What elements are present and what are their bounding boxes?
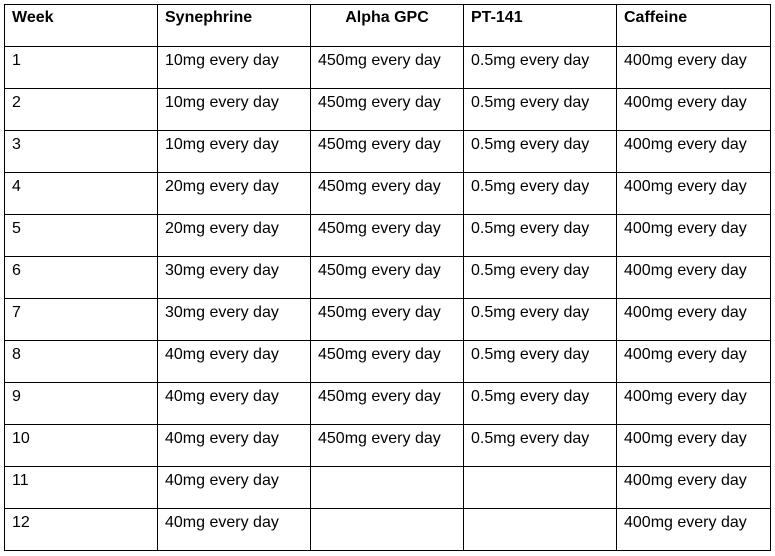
cell-week: 12 xyxy=(5,509,158,551)
table-row xyxy=(5,299,771,341)
cell-synephrine: 30mg every day xyxy=(158,257,311,299)
cell-synephrine: 40mg every day xyxy=(158,383,311,425)
cell-caffeine: 400mg every day xyxy=(617,425,771,467)
cell-alpha-gpc xyxy=(311,467,464,509)
table-row xyxy=(5,215,771,257)
cell-week: 3 xyxy=(5,131,158,173)
table-row xyxy=(5,341,771,383)
cell-alpha-gpc: 450mg every day xyxy=(311,299,464,341)
cell-pt-141: 0.5mg every day xyxy=(464,383,617,425)
cell-week: 9 xyxy=(5,383,158,425)
cell-alpha-gpc xyxy=(311,509,464,551)
header-pt-141: PT-141 xyxy=(464,5,617,47)
table-row xyxy=(5,383,771,425)
cell-alpha-gpc: 450mg every day xyxy=(311,131,464,173)
cell-week: 2 xyxy=(5,89,158,131)
table-body xyxy=(5,47,771,551)
cell-caffeine: 400mg every day xyxy=(617,131,771,173)
cell-caffeine: 400mg every day xyxy=(617,383,771,425)
cell-pt-141: 0.5mg every day xyxy=(464,257,617,299)
cell-alpha-gpc: 450mg every day xyxy=(311,383,464,425)
cell-week: 5 xyxy=(5,215,158,257)
cell-pt-141: 0.5mg every day xyxy=(464,173,617,215)
cell-synephrine: 40mg every day xyxy=(158,509,311,551)
cell-synephrine: 40mg every day xyxy=(158,425,311,467)
table-row xyxy=(5,131,771,173)
cell-pt-141 xyxy=(464,509,617,551)
cell-pt-141: 0.5mg every day xyxy=(464,341,617,383)
cell-week: 10 xyxy=(5,425,158,467)
header-week: Week xyxy=(5,5,158,47)
cell-caffeine: 400mg every day xyxy=(617,215,771,257)
cell-caffeine: 400mg every day xyxy=(617,299,771,341)
cell-alpha-gpc: 450mg every day xyxy=(311,257,464,299)
cell-pt-141: 0.5mg every day xyxy=(464,425,617,467)
cell-caffeine: 400mg every day xyxy=(617,257,771,299)
dosage-schedule-table xyxy=(4,4,771,551)
cell-alpha-gpc: 450mg every day xyxy=(311,173,464,215)
cell-pt-141 xyxy=(464,467,617,509)
cell-week: 11 xyxy=(5,467,158,509)
cell-alpha-gpc: 450mg every day xyxy=(311,425,464,467)
cell-week: 8 xyxy=(5,341,158,383)
table-row xyxy=(5,89,771,131)
table-row xyxy=(5,173,771,215)
cell-caffeine: 400mg every day xyxy=(617,509,771,551)
cell-pt-141: 0.5mg every day xyxy=(464,47,617,89)
cell-alpha-gpc: 450mg every day xyxy=(311,47,464,89)
cell-alpha-gpc: 450mg every day xyxy=(311,341,464,383)
cell-synephrine: 10mg every day xyxy=(158,47,311,89)
table-row xyxy=(5,257,771,299)
header-synephrine: Synephrine xyxy=(158,5,311,47)
cell-synephrine: 20mg every day xyxy=(158,215,311,257)
cell-caffeine: 400mg every day xyxy=(617,47,771,89)
cell-caffeine: 400mg every day xyxy=(617,89,771,131)
table-header-row xyxy=(5,5,771,47)
cell-pt-141: 0.5mg every day xyxy=(464,299,617,341)
cell-synephrine: 10mg every day xyxy=(158,89,311,131)
cell-caffeine: 400mg every day xyxy=(617,173,771,215)
cell-week: 4 xyxy=(5,173,158,215)
header-alpha-gpc: Alpha GPC xyxy=(311,5,464,47)
cell-caffeine: 400mg every day xyxy=(617,467,771,509)
cell-alpha-gpc: 450mg every day xyxy=(311,89,464,131)
cell-synephrine: 40mg every day xyxy=(158,467,311,509)
cell-synephrine: 10mg every day xyxy=(158,131,311,173)
header-caffeine: Caffeine xyxy=(617,5,771,47)
table-row xyxy=(5,509,771,551)
cell-synephrine: 20mg every day xyxy=(158,173,311,215)
table-row xyxy=(5,467,771,509)
cell-synephrine: 40mg every day xyxy=(158,341,311,383)
cell-pt-141: 0.5mg every day xyxy=(464,89,617,131)
cell-alpha-gpc: 450mg every day xyxy=(311,215,464,257)
table-row xyxy=(5,425,771,467)
cell-week: 6 xyxy=(5,257,158,299)
cell-week: 1 xyxy=(5,47,158,89)
table-row xyxy=(5,47,771,89)
cell-synephrine: 30mg every day xyxy=(158,299,311,341)
cell-pt-141: 0.5mg every day xyxy=(464,131,617,173)
cell-week: 7 xyxy=(5,299,158,341)
cell-caffeine: 400mg every day xyxy=(617,341,771,383)
cell-pt-141: 0.5mg every day xyxy=(464,215,617,257)
